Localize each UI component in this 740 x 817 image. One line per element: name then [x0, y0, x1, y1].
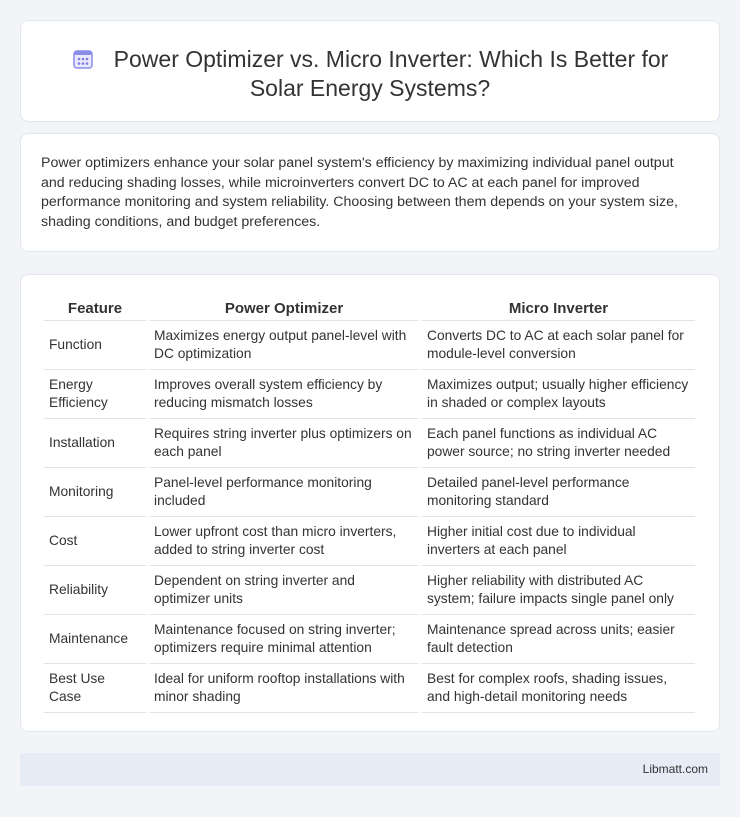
table-row: [44, 321, 695, 370]
table-row: [44, 517, 695, 566]
table-row: [44, 566, 695, 615]
header-feature: Feature: [44, 293, 146, 321]
optimizer-cell: Dependent on string inverter and optimizer units: [149, 566, 419, 615]
inverter-cell: Higher reliability with distributed AC system; failure impacts single panel only: [422, 566, 695, 615]
optimizer-cell: Maximizes energy output panel-level with DC optimization: [149, 321, 419, 370]
header-micro-inverter: Micro Inverter: [422, 293, 695, 321]
feature-cell: Best Use Case: [44, 664, 146, 713]
optimizer-cell: Maintenance focused on string inverter; optimizers require minimal attention: [149, 615, 419, 664]
optimizer-cell: Improves overall system efficiency by reducing mismatch losses: [149, 370, 419, 419]
feature-cell: Monitoring: [44, 468, 146, 517]
feature-cell: Energy Efficiency: [44, 370, 146, 419]
inverter-cell: Each panel functions as individual AC power source; no string inverter needed: [422, 419, 695, 468]
optimizer-cell: Lower upfront cost than micro inverters, added to string inverter cost: [149, 517, 419, 566]
feature-cell: Maintenance: [44, 615, 146, 664]
footer-bar: [20, 753, 720, 786]
feature-cell: Function: [44, 321, 146, 370]
footer-site-link[interactable]: Libmatt.com: [642, 762, 708, 776]
inverter-cell: Maximizes output; usually higher efficiency in shaded or complex layouts: [422, 370, 695, 419]
title-card: [20, 20, 720, 122]
page-title-wrap: [61, 45, 679, 103]
feature-cell: Reliability: [44, 566, 146, 615]
optimizer-cell: Panel-level performance monitoring included: [149, 468, 419, 517]
comparison-table: [41, 293, 698, 713]
inverter-cell: Higher initial cost due to individual inverters at each panel: [422, 517, 695, 566]
inverter-cell: Converts DC to AC at each solar panel for module-level conversion: [422, 321, 695, 370]
table-row: [44, 370, 695, 419]
table-row: [44, 468, 695, 517]
table-header-row: [44, 293, 695, 321]
page-title: Power Optimizer vs. Micro Inverter: Which Is Better for Solar Energy Systems?: [113, 46, 669, 101]
header-power-optimizer: Power Optimizer: [149, 293, 419, 321]
table-row: [44, 615, 695, 664]
table-row: [44, 419, 695, 468]
optimizer-cell: Requires string inverter plus optimizers on each panel: [149, 419, 419, 468]
intro-card: [20, 133, 720, 252]
table-row: [44, 664, 695, 713]
inverter-cell: Detailed panel-level performance monitoring standard: [422, 468, 695, 517]
inverter-cell: Best for complex roofs, shading issues, and high-detail monitoring needs: [422, 664, 695, 713]
calendar-grid-icon: [72, 48, 94, 70]
feature-cell: Installation: [44, 419, 146, 468]
intro-paragraph: Power optimizers enhance your solar panel system's efficiency by maximizing individual panel output and reducing shading losses, while microinverters convert DC to AC at each panel for improved performance monitoring and system reliability. Choosing between them depends on your system size, shading conditions, and budget preferences.: [41, 155, 678, 230]
comparison-card: [20, 274, 720, 732]
optimizer-cell: Ideal for uniform rooftop installations with minor shading: [149, 664, 419, 713]
inverter-cell: Maintenance spread across units; easier fault detection: [422, 615, 695, 664]
feature-cell: Cost: [44, 517, 146, 566]
